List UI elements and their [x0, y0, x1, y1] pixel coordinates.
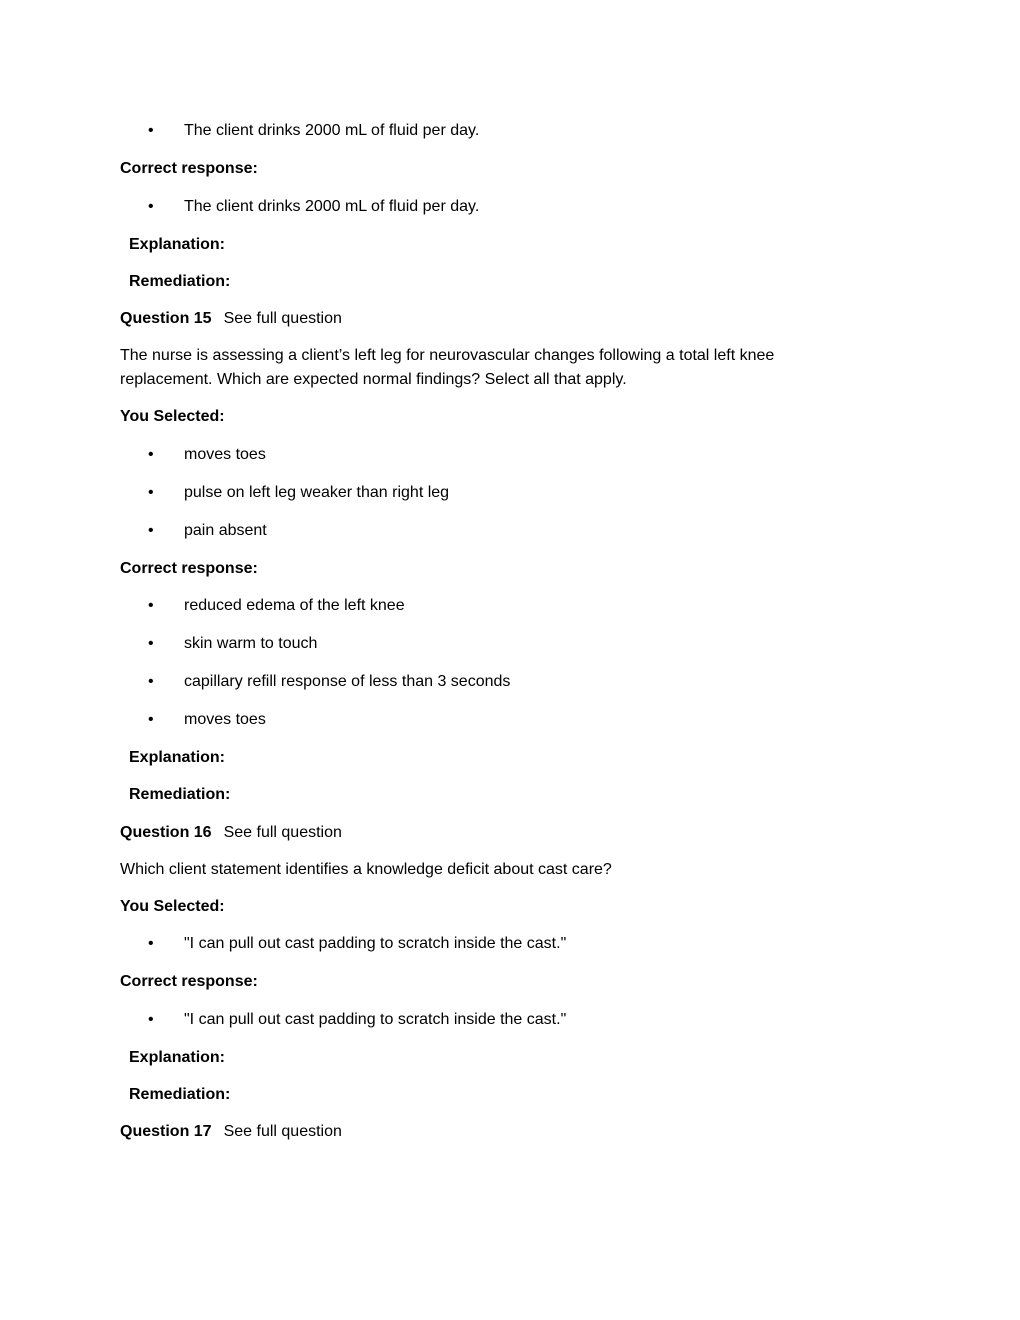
- explanation-label: Explanation:: [129, 1049, 226, 1066]
- question-header: [120, 1122, 342, 1142]
- question-number: Question 17: [120, 1123, 212, 1140]
- bullet-icon: •: [148, 673, 154, 690]
- you-selected-label: You Selected:: [120, 408, 225, 425]
- explanation-label: Explanation:: [129, 749, 226, 766]
- see-full-question-link[interactable]: See full question: [223, 310, 342, 327]
- selected-answer: pulse on left leg weaker than right leg: [184, 484, 450, 501]
- question-number: Question 15: [120, 310, 212, 327]
- list-item: [148, 445, 266, 465]
- correct-answer: The client drinks 2000 mL of fluid per day.: [184, 198, 480, 215]
- list-item: [148, 710, 266, 730]
- remediation-label: Remediation:: [129, 273, 231, 290]
- list-item: [148, 934, 566, 954]
- correct-answer: moves toes: [184, 711, 266, 728]
- bullet-icon: •: [148, 935, 154, 952]
- list-item: [148, 197, 479, 217]
- bullet-icon: •: [148, 484, 154, 501]
- selected-answer: moves toes: [184, 446, 266, 463]
- list-item: [148, 634, 317, 654]
- bullet-icon: •: [148, 1011, 154, 1028]
- bullet-icon: •: [148, 711, 154, 728]
- correct-answer: capillary refill response of less than 3 seconds: [184, 673, 511, 690]
- correct-answer: reduced edema of the left knee: [184, 597, 405, 614]
- see-full-question-link[interactable]: See full question: [223, 1123, 342, 1140]
- list-item: [148, 1010, 566, 1030]
- correct-response-label: Correct response:: [120, 560, 258, 577]
- remediation-label: Remediation:: [129, 786, 231, 803]
- list-item: [148, 483, 449, 503]
- list-item: [148, 672, 510, 692]
- question-header: [120, 823, 342, 843]
- correct-response-label: Correct response:: [120, 160, 258, 177]
- bullet-icon: •: [148, 446, 154, 463]
- selected-answer: "I can pull out cast padding to scratch inside the cast.": [184, 935, 567, 952]
- correct-answer: skin warm to touch: [184, 635, 318, 652]
- question-number: Question 16: [120, 824, 212, 841]
- correct-response-label: Correct response:: [120, 973, 258, 990]
- bullet-icon: •: [148, 597, 154, 614]
- question-header: [120, 309, 342, 329]
- bullet-icon: •: [148, 522, 154, 539]
- list-item: [148, 121, 479, 141]
- you-selected-label: You Selected:: [120, 898, 225, 915]
- correct-answer: "I can pull out cast padding to scratch inside the cast.": [184, 1011, 567, 1028]
- see-full-question-link[interactable]: See full question: [223, 824, 342, 841]
- explanation-label: Explanation:: [129, 236, 226, 253]
- list-item: [148, 521, 267, 541]
- bullet-icon: •: [148, 635, 154, 652]
- selected-answer: pain absent: [184, 522, 267, 539]
- remediation-label: Remediation:: [129, 1086, 231, 1103]
- bullet-icon: •: [148, 198, 154, 215]
- selected-answer: The client drinks 2000 mL of fluid per day.: [184, 122, 480, 139]
- list-item: [148, 596, 405, 616]
- bullet-icon: •: [148, 122, 154, 139]
- question-text: The nurse is assessing a client’s left leg for neurovascular changes following a total left knee replacement. Which are expected normal findings? Select all that apply.: [120, 347, 775, 388]
- question-text: Which client statement identifies a knowledge deficit about cast care?: [120, 861, 612, 878]
